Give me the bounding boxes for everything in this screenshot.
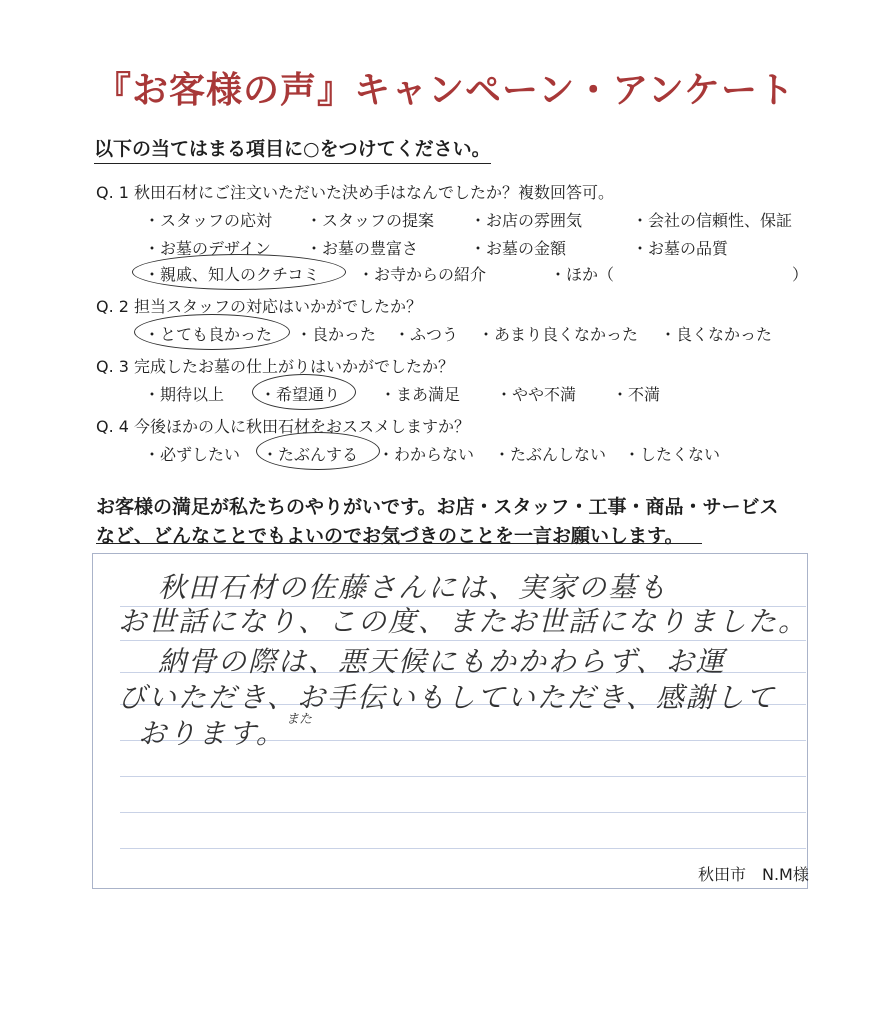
q1-option[interactable]: ・お店の雰囲気 xyxy=(470,211,583,230)
ruled-line xyxy=(120,776,806,777)
handwritten-line: 秋田石材の佐藤さんには、実家の墓も xyxy=(158,571,669,604)
q1-option[interactable]: ・お墓の豊富さ xyxy=(306,239,419,258)
q1-option-selected[interactable]: ・親戚、知人のクチコミ xyxy=(144,265,320,284)
handwritten-line: 納骨の際は、悪天候にもかかわらず、お運 xyxy=(158,645,726,678)
prompt-underline xyxy=(96,543,702,544)
q2-option[interactable]: ・あまり良くなかった xyxy=(478,325,639,344)
q1-option[interactable]: ・お寺からの紹介 xyxy=(358,265,487,284)
survey-title: 『お客様の声』キャンペーン・アンケート xyxy=(94,70,796,111)
q2-option[interactable]: ・良くなかった xyxy=(660,325,773,344)
ruled-line xyxy=(120,848,806,849)
instruction-text: 以下の当てはまる項目に○をつけてください。 xyxy=(94,134,491,164)
q1-option[interactable]: ・お墓のデザイン xyxy=(144,239,271,258)
q4-option[interactable]: ・わからない xyxy=(378,445,475,464)
message-prompt-line2: など、どんなことでもよいのでお気づきのことを一言お願いします。 xyxy=(96,525,684,547)
q1-option[interactable]: ・スタッフの応対 xyxy=(144,211,273,230)
q3-option[interactable]: ・期待以上 xyxy=(144,385,225,404)
q3-option[interactable]: ・やや不満 xyxy=(496,385,577,404)
question-4: Q. 4 今後ほかの人に秋田石材をおススメしますか？ xyxy=(96,417,471,436)
question-1: Q. 1 秋田石材にご注文いただいた決め手はなんでしたか？複数回答可。 xyxy=(96,183,615,202)
q2-option-selected[interactable]: ・とても良かった xyxy=(144,325,273,344)
ruled-line xyxy=(120,812,806,813)
handwritten-line: おります。 xyxy=(138,717,286,750)
question-2: Q. 2 担当スタッフの対応はいかがでしたか？ xyxy=(96,297,423,316)
handwritten-insertion: また xyxy=(286,712,313,727)
q3-option[interactable]: ・不満 xyxy=(612,385,661,404)
q1-option-other[interactable]: ・ほか（ xyxy=(550,265,615,284)
q1-option[interactable]: ・会社の信頼性、保証 xyxy=(632,211,793,230)
q4-option[interactable]: ・したくない xyxy=(624,445,721,464)
q2-option[interactable]: ・ふつう xyxy=(394,325,459,344)
handwritten-line: びいただき、お手伝いもしていただき、感謝して xyxy=(118,681,776,714)
q3-option-selected[interactable]: ・希望通り xyxy=(260,385,341,404)
q4-option[interactable]: ・たぶんしない xyxy=(494,445,607,464)
q2-option[interactable]: ・良かった xyxy=(296,325,377,344)
signature: 秋田市 N.M様 xyxy=(698,865,809,884)
q3-option[interactable]: ・まあ満足 xyxy=(380,385,461,404)
q1-option[interactable]: ・お墓の金額 xyxy=(470,239,567,258)
q4-option-selected[interactable]: ・たぶんする xyxy=(262,445,359,464)
q4-option[interactable]: ・必ずしたい xyxy=(144,445,241,464)
q1-option[interactable]: ・スタッフの提案 xyxy=(306,211,435,230)
handwritten-line: お世話になり、この度、またお世話になりました。 xyxy=(118,605,809,638)
question-3: Q. 3 完成したお墓の仕上がりはいかがでしたか？ xyxy=(96,357,455,376)
message-prompt-line1: お客様の満足が私たちのやりがいです。お店・スタッフ・工事・商品・サービス xyxy=(96,496,779,518)
q1-option[interactable]: ・お墓の品質 xyxy=(632,239,729,258)
q1-option-other-close: ） xyxy=(792,265,809,284)
